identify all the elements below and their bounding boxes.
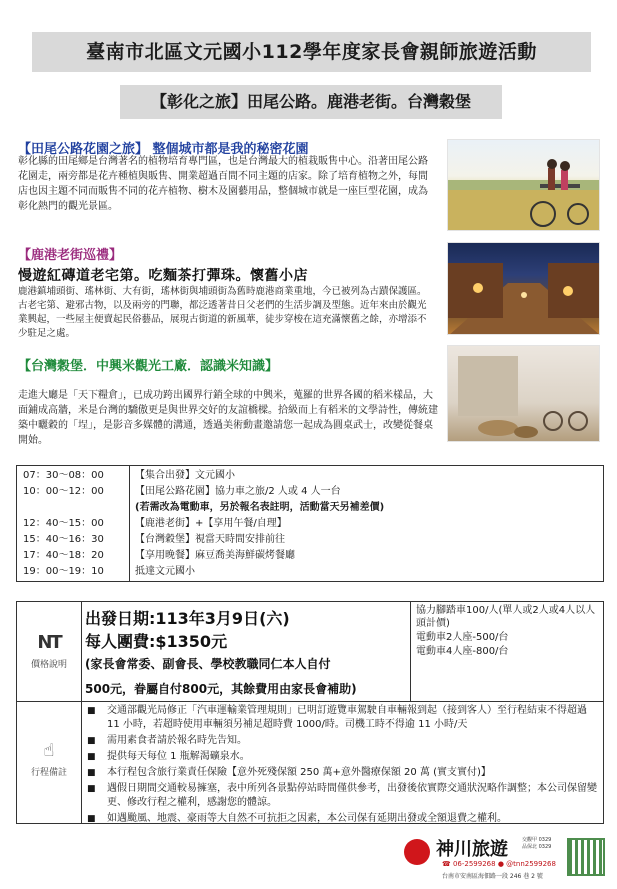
pricing-and-remarks-box (16, 601, 604, 824)
schedule-item-note: (若需改為電動車，另於報名表註明，活動當天另補差價) (135, 502, 385, 513)
section-body-lukang: 鹿港鎮埔頭街、瑤林街、大有街，瑤林街與埔頭街為舊時鹿港商業重地，今已被列為古蹟保護區。古老宅第、避邪古物，以及兩旁的門聯，都泛透著昔日父老們的生活步調及型態。近年來由於觀光業興起，一些屋主便賣起民俗藝品，展現古街道的新風華，徒步穿梭在這充滿懷舊之餘，亦增添不少駐足之處。 (18, 286, 427, 339)
company-logo (404, 839, 430, 865)
rental-price-item: 電動車4人座-800/台 (416, 646, 509, 657)
section-body-tianwei: 彰化縣的田尾鄉是台灣著名的植物培育專門區，也是台灣最大的植栽販售中心。沿著田尾公路花園走，兩旁都是花卉種植與販售、開業超過百間不同主題的店家。除了培育植物之外，每間店也因主題不同而販售不同的花卉植物、樹木及園藝用品，整個城市就是一座巨型花園，成為彰化熱門的觀光景區。 (18, 156, 428, 212)
page-subtitle: 【彰化之旅】田尾公路。鹿港老街。台灣穀堡 (120, 85, 502, 119)
lukang-old-street-photo (447, 242, 600, 335)
schedule-time: 12：40～15：00 (23, 518, 104, 529)
section-body-rice-castle: 走進大廳是「天下糧倉」，已成功跨出國界行銷全球的中興米，蒐羅的世界各國的稻米樣品，大面鋪成高牆，米是台灣的驕傲更是與世界交好的友誼橋樑。拾級而上有稻米的文學詩性，傳統建築中曬穀的「埕」，是影音多媒體的溝通，透過美術動畫邀請您一起成為圓桌武士，改變從餐桌開始。 (18, 390, 438, 446)
tianwei-bicycle-photo (447, 139, 600, 231)
remarks-list (85, 704, 601, 828)
subsidy-note-line2: 500元，眷屬自付800元，其餘費用由家長會補助) (85, 682, 357, 696)
section-heading-lukang: 【鹿港老街巡禮】 (18, 248, 123, 263)
qr-code[interactable] (567, 838, 605, 876)
schedule-row (17, 484, 603, 500)
rental-price-item: 電動車2人座-500/台 (416, 632, 509, 643)
remark-item: ■ 提供每天每位 1 瓶解渴礦泉水。 (85, 750, 601, 764)
schedule-row (17, 532, 603, 548)
remark-item: ■ 交通部觀光局修正「汽車運輸業管理規則」已明訂遊覽車駕駛自車輛報到起（接到客人）至行程結束不得超過 11 小時，若超時使用車輛須另補足超時費 1000/時。司機工時不得逾 11 小時/天 (85, 704, 601, 732)
schedule-item: 抵達文元國小 (135, 566, 195, 577)
hand-pointer-icon: ☝ (43, 740, 55, 761)
rental-price-item: 協力腳踏車100/人(單人或2人或4人以人頭計價) (416, 605, 596, 629)
company-address: 台南市安南區海佃路一段 246 巷 2 號 (442, 873, 543, 880)
itinerary-schedule (16, 465, 604, 582)
nt-dollar-icon: NT (37, 632, 61, 653)
company-line-id: @tnn2599268 (506, 860, 556, 868)
rental-prices (416, 604, 602, 659)
schedule-item: 【田尾公路花園】協力車之旅/2 人或 4 人一台 (135, 486, 341, 497)
company-name: 神川旅遊 (436, 839, 508, 860)
license-number: 品保北 0329 (522, 844, 552, 850)
schedule-item: 【台灣穀堡】視當天時間安排前往 (135, 534, 285, 545)
schedule-time: 07：30～08：00 (23, 470, 104, 481)
license-numbers (522, 837, 551, 851)
schedule-item: 【享用晚餐】麻豆喬美海鮮碳烤餐廳 (135, 550, 295, 561)
page-title: 臺南市北區文元國小112學年度家長會親師旅遊活動 (32, 32, 591, 72)
section-subheading-lukang: 慢遊紅磚道老宅第。吃麵茶打彈珠。懷舊小店 (18, 268, 308, 284)
info-divider (17, 701, 603, 702)
schedule-row (17, 468, 603, 484)
remarks-label-cell (17, 740, 81, 778)
remark-item: ■ 本行程包含旅行業責任保險【意外死殘保額 250 萬+意外醫療保額 20 萬 (實支實付)】 (85, 766, 601, 780)
schedule-item: 【集合出發】文元國小 (135, 470, 235, 481)
company-footer (404, 833, 609, 885)
departure-date: 出發日期:113年3月9日(六) (85, 609, 290, 628)
contact-line (442, 860, 556, 868)
license-number: 交觀甲 0329 (522, 837, 552, 843)
schedule-row (17, 516, 603, 532)
remarks-label: 行程備註 (30, 768, 67, 778)
schedule-time: 15：40～16：30 (23, 534, 104, 545)
section-heading-rice-castle: 【台灣穀堡．中興米觀光工廠．認識米知識】 (18, 359, 279, 374)
schedule-item: 【鹿港老街】+【享用午餐/自理】 (135, 518, 287, 529)
remark-item: ■ 遇假日期間交通較易擁塞，表中所列各景點停站時間僅供參考，出發後依實際交通狀況略作調整；本公司保留變更、修改行程之權利，感謝您的體諒。 (85, 782, 601, 810)
subsidy-note-line1: (家長會常委、副會長、學校教職同仁本人自付 (85, 657, 331, 671)
remark-item: ■ 需用素食者請於報名時先告知。 (85, 734, 601, 748)
line-icon: ● (497, 860, 504, 868)
phone-icon: ☎ (442, 860, 451, 868)
tour-fee: 每人團費:$1350元 (85, 632, 228, 651)
pricing-label: 價格說明 (30, 660, 67, 670)
schedule-row (17, 548, 603, 564)
section-heading-tianwei: 【田尾公路花園之旅】 整個城市都是我的秘密花園 (18, 142, 309, 157)
remark-item: ■ 如遇颱風、地震、豪雨等大自然不可抗拒之因素，本公司保有延期出發或全額退費之權利。 (85, 812, 601, 826)
schedule-time: 10：00～12：00 (23, 486, 104, 497)
rice-castle-interior-photo (447, 345, 600, 442)
schedule-row (17, 564, 603, 580)
company-phone: 06-2599268 (452, 860, 496, 868)
info-divider (410, 602, 411, 701)
schedule-row (17, 500, 603, 516)
schedule-time: 17：40～18：20 (23, 550, 104, 561)
schedule-time: 19：00～19：10 (23, 566, 104, 577)
info-divider (81, 602, 82, 823)
pricing-label-cell (17, 632, 81, 670)
